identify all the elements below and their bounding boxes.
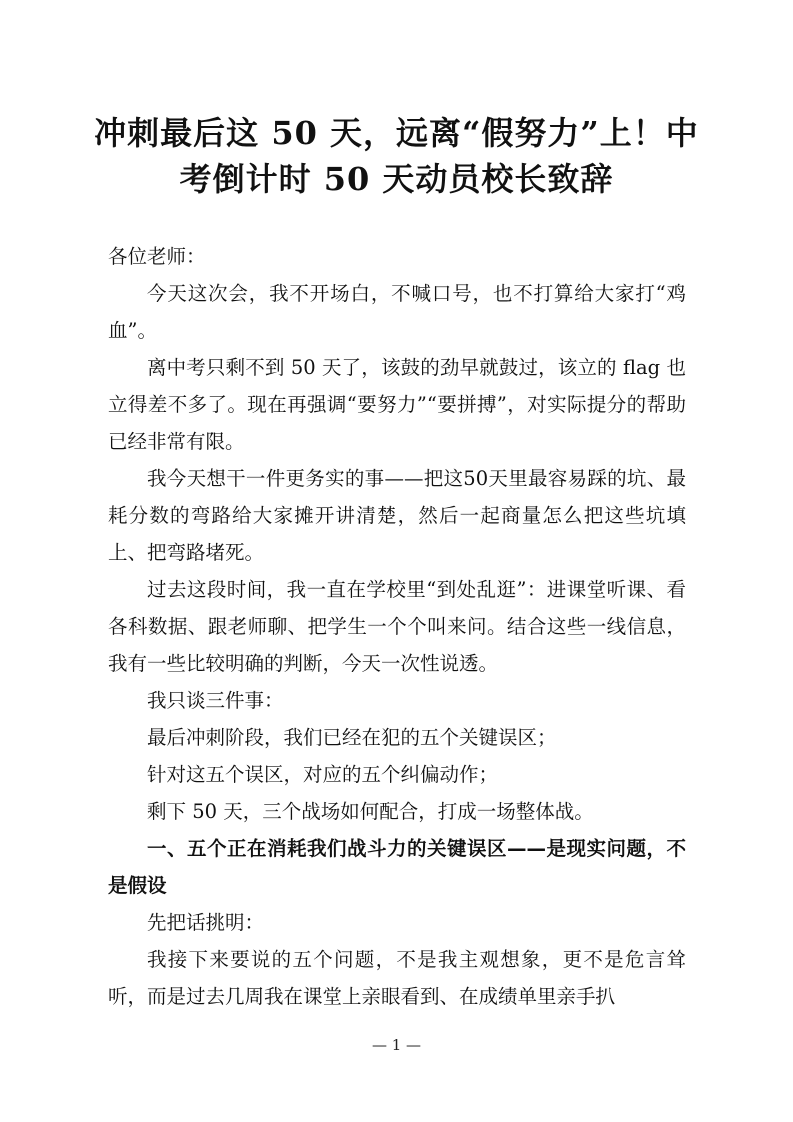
paragraph: 我今天想干一件更务实的事——把这50天里最容易踩的坑、最耗分数的弯路给大家摊开讲清楚，然后一起商量怎么把这些坑填上、把弯路堵死。 xyxy=(108,467,686,564)
list-item: 针对这五个误区，对应的五个纠偏动作； xyxy=(147,763,499,786)
title-line-1: 冲刺最后这 50 天，远离“假努力”上！中 xyxy=(94,114,699,152)
paragraph: 先把话挑明： xyxy=(147,911,265,934)
paragraph: 过去这段时间，我一直在学校里“到处乱逛”：进课堂听课、看各科数据、跟老师聊、把学生一个个叫来问。结合这些一线信息，我有一些比较明确的判断，今天一次性说透。 xyxy=(108,578,686,675)
salutation: 各位老师： xyxy=(108,245,206,268)
list-item: 剩下 50 天，三个战场如何配合，打成一场整体战。 xyxy=(147,800,594,823)
document-title xyxy=(80,110,713,202)
paragraph: 我接下来要说的五个问题，不是我主观想象，更不是危言耸听，而是过去几周我在课堂上亲眼看到、在成绩单里亲手扒 xyxy=(108,948,686,1008)
title-line-2: 考倒计时 50 天动员校长致辞 xyxy=(179,160,614,198)
document-body xyxy=(108,238,686,1015)
paragraph: 离中考只剩不到 50 天了，该鼓的劲早就鼓过，该立的 flag 也立得差不多了。现在再强调“要努力”“要拼搏”，对实际提分的帮助已经非常有限。 xyxy=(108,356,686,453)
list-item: 最后冲刺阶段，我们已经在犯的五个关键误区； xyxy=(147,726,557,749)
paragraph: 我只谈三件事： xyxy=(147,689,284,712)
section-heading: 一、五个正在消耗我们战斗力的关键误区——是现实问题，不是假设 xyxy=(108,837,686,897)
page-number: — 1 — xyxy=(371,1036,422,1054)
paragraph: 今天这次会，我不开场白，不喊口号，也不打算给大家打“鸡血”。 xyxy=(108,282,686,342)
